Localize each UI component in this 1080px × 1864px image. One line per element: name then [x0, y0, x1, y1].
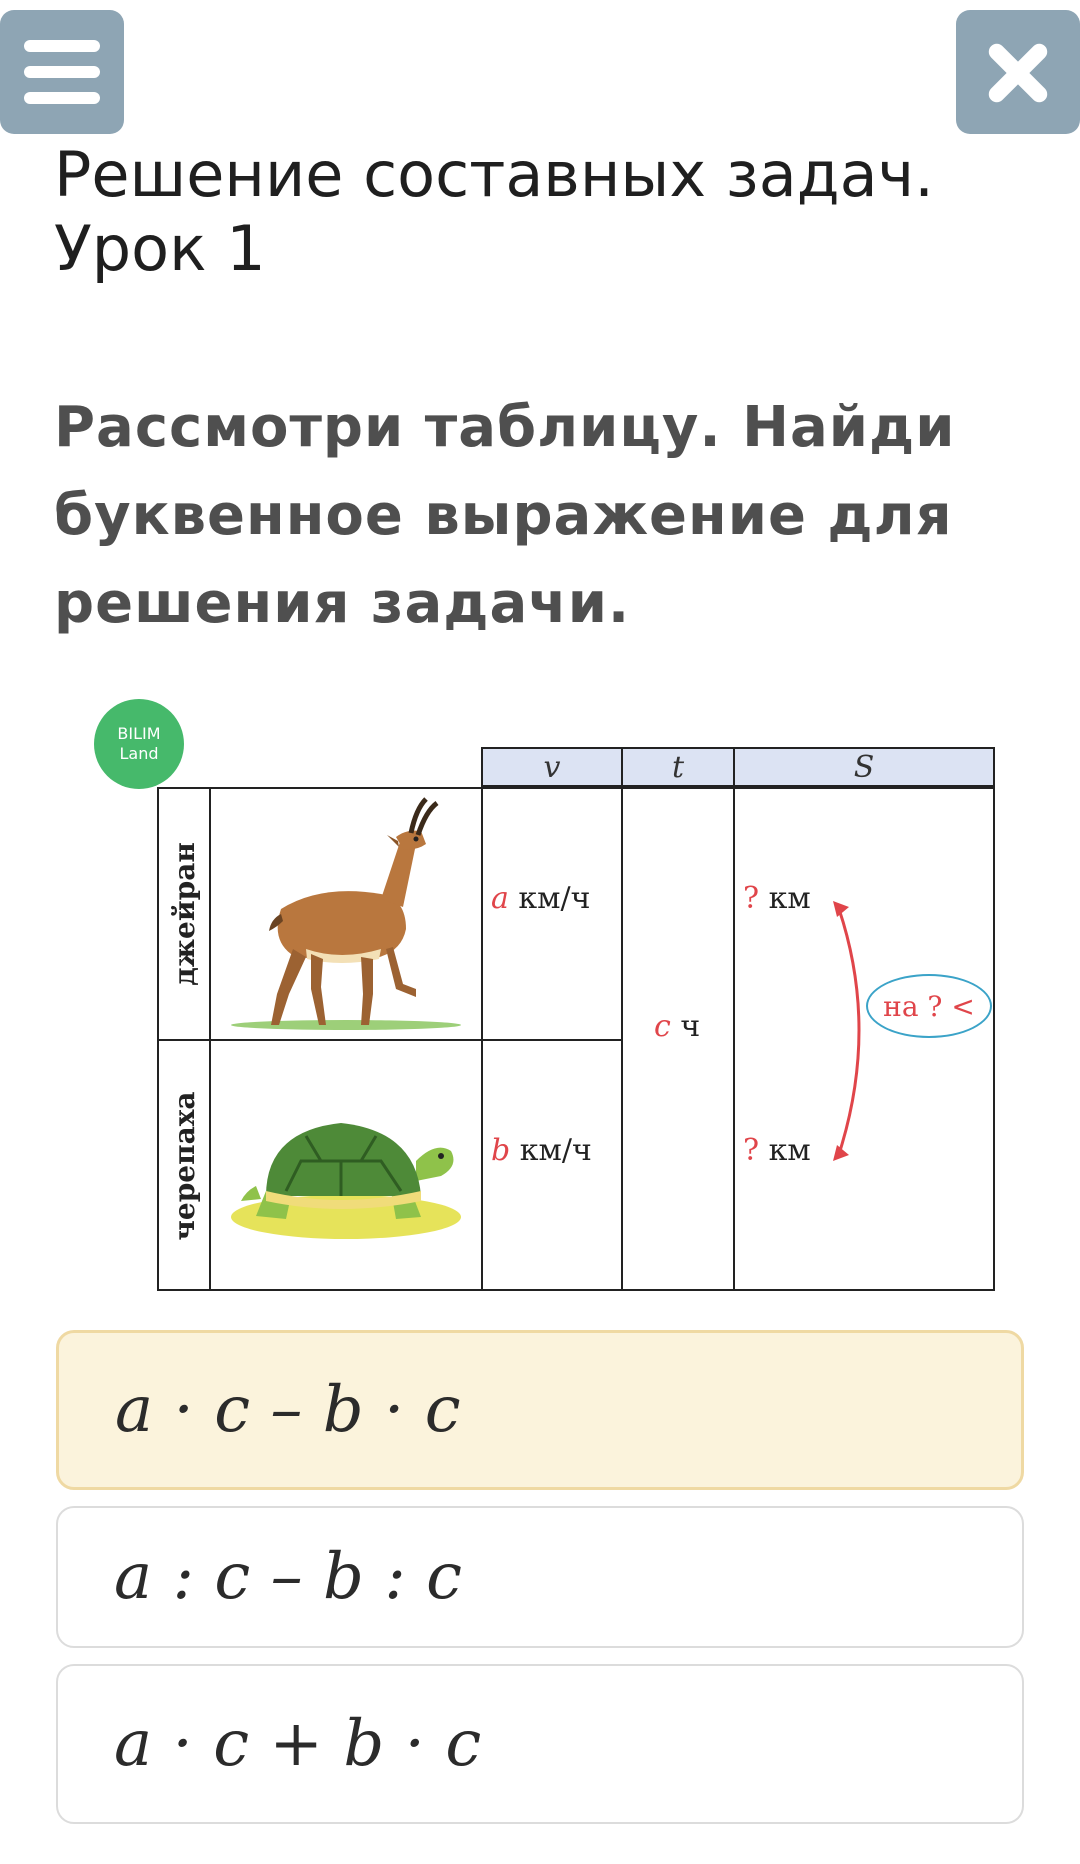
close-icon [986, 40, 1050, 104]
answer-option-3[interactable]: a · c + b · c [56, 1664, 1024, 1824]
question-text: Рассмотри таблицу. Найди буквенное выражение для решения задачи. [54, 395, 956, 636]
table-body [157, 787, 995, 1291]
comparison-arrow [829, 889, 889, 1169]
row-label-turtle: черепаха [167, 1091, 201, 1241]
turtle-speed: b км/ч [491, 1133, 592, 1168]
gazelle-speed: a км/ч [491, 881, 591, 916]
lesson-title: Решение составных задач. Урок 1 [54, 138, 934, 285]
problem-table-figure [0, 690, 1080, 1330]
time-cell: c ч [654, 1009, 701, 1044]
turtle-illustration [211, 1041, 481, 1291]
menu-button[interactable] [0, 10, 124, 134]
answer-option-2[interactable]: a : c – b : c [56, 1506, 1024, 1648]
table-header-row [481, 747, 995, 787]
comparison-label: на ? < [866, 974, 992, 1038]
bilimland-logo: BILIM Land [94, 699, 184, 789]
row-label-gazelle: джейран [167, 842, 201, 986]
header-t: t [671, 749, 685, 785]
header-s: S [853, 749, 875, 785]
gazelle-illustration [211, 789, 481, 1039]
close-button[interactable] [956, 10, 1080, 134]
answer-option-1[interactable]: a · c – b · c [56, 1330, 1024, 1490]
turtle-distance: ? км [743, 1133, 811, 1168]
gazelle-distance: ? км [743, 881, 811, 916]
header-v: v [543, 749, 561, 785]
hamburger-menu-icon [24, 40, 100, 104]
